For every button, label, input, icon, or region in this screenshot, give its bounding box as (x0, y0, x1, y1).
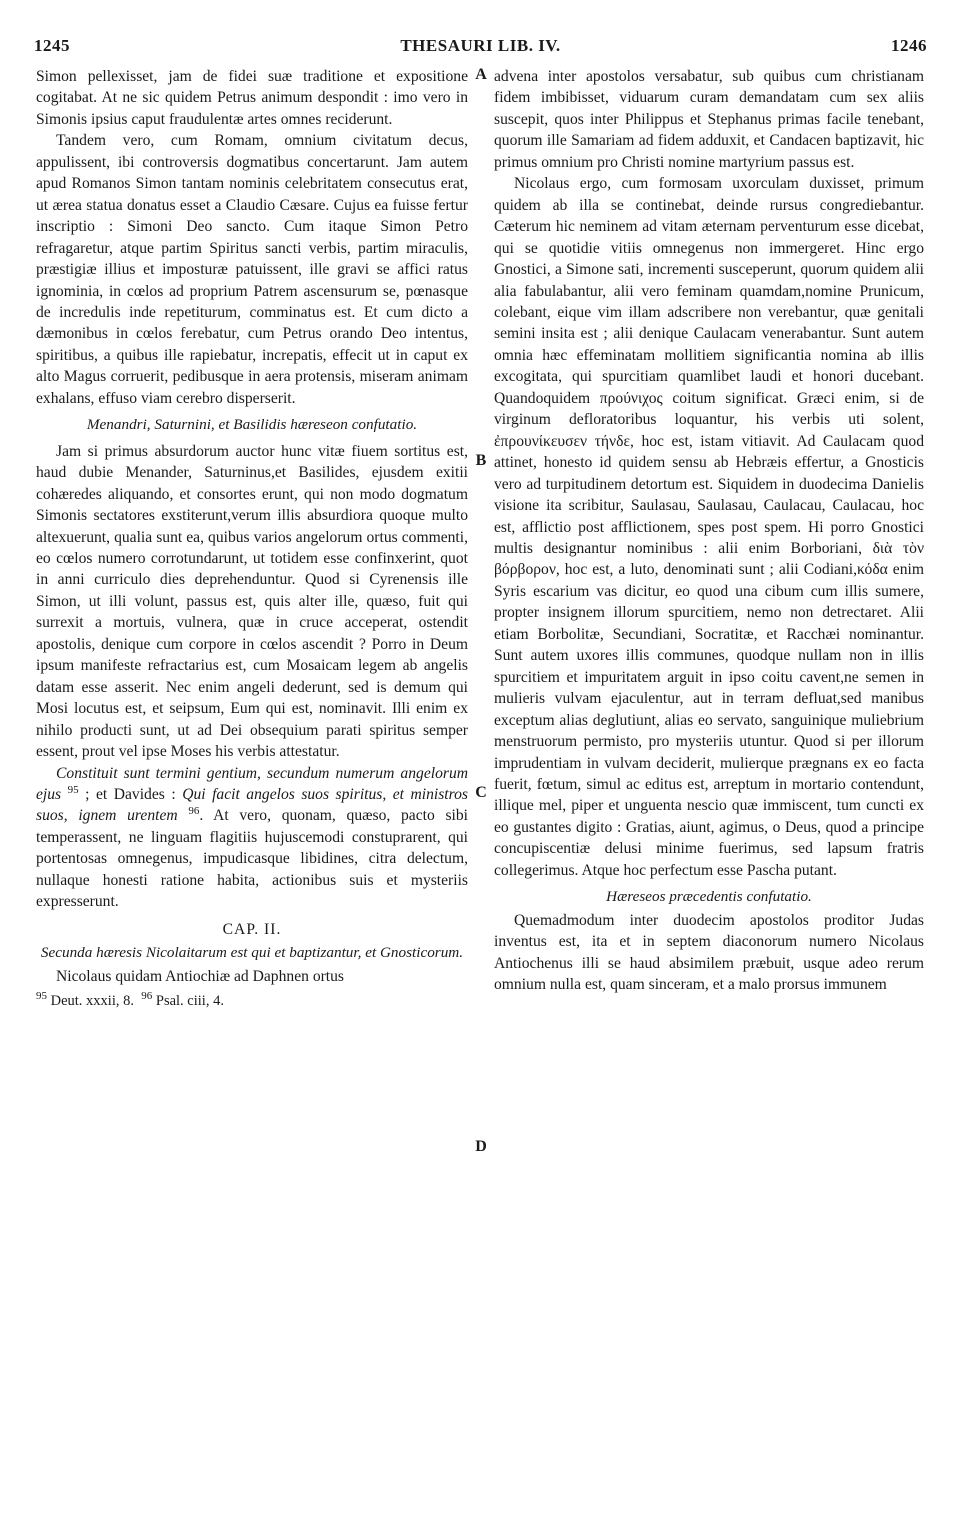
chapter-title: Secunda hæresis Nicolaitarum est qui et baptizantur, et Gnosticorum. (40, 944, 464, 962)
connector-text: ; et Davides : (78, 786, 183, 803)
page-header (34, 36, 927, 66)
footnote-number-96: 96 (141, 990, 153, 1003)
left-paragraph-5: Nicolaus quidam Antiochiæ ad Daphnen ortus (56, 967, 345, 985)
quote-psalm: Qui facit angelos suos spiritus, et ministros suos, ignem urentem (36, 786, 468, 825)
footnotes (36, 991, 468, 1012)
margin-letter-d: D (475, 1138, 487, 1155)
margin-letter-c: C (475, 784, 487, 801)
footnote-ref-95: 95 (67, 783, 79, 796)
footnote-number-95: 95 (36, 990, 47, 1003)
left-column (36, 66, 468, 1013)
right-paragraph-3: Quemadmodum inter duodecim apostolos proditor Judas inventus est, ita et in septem diaconorum numero Nicolaus Antiochenus illi se haud absimilem præbuit, usque adeo rerum omnium nulla est, quam sinceram, et a malo prorsus immunem (494, 911, 924, 994)
left-paragraph-2: Tandem vero, cum Romam, omnium civitatum decus, appulissent, ibi controversis dogmatibus concertarunt. Jam autem apud Romanos Simon tantam nominis celebritatem consecutus erat, ut ærea statua donatus esset a Claudio Cæsare. Cujus ea fuisse fertur inscriptio : Simoni Deo sancto. Cum itaque Simon Petro refragaretur, atque partim Spiritus sancti verbis, partim miraculis, præstigiæ illius et imposturæ patuissent, ille gravi se affici ratus ignominia, in cœlos ad proprium Patrem ascensurum se, pœnasque de incredulis inde repetiturum, comminatus est. Et cum dicto a dæmonibus in cœlos ferebatur, cum Petrus orando Deo intentus, spiritibus, a quibus ille rapiebatur, increpatis, effecit ut in caput ex alto Magus corruerit, pedibusque in aera protensis, miseram animam exhalans, effuso viam cerebro disperserit. (36, 132, 468, 407)
chapter-heading: CAP. II. (222, 920, 282, 938)
left-paragraph-3: Jam si primus absurdorum auctor hunc vitæ fiuem sortitus est, haud dubie Menander, Saturninus,et Basilides, ejusdem exitii cohæredes aliquando, et consortes erunt, qui non modo dogmatum Simonis sectatores exstiterunt,verum illis absurdiora quoque multo altexuerunt, qualia sunt ea, quibus varios angelorum ortus commenti, eo cœlos numero corrotundarunt, ut totidem esse confinxerint, quot in anni curriculo dies deprehenduntur. Quod si Cyrenensis ille Simon, ut illi volunt, passus est, quis alter ille, quæso, fuit qui surrexit a mortuis, vulnera, quæ in cruce acceperat, ostendit apostolis, denique cum corpore in cœlos ascendit ? Porro in Deum ipsum manifeste refractarius est, cum Mosaicam legem ab angelis datam esse asserit. Nec enim angeli dederunt, sed is demum qui Mosi locutus est, et seipsum, Eum qui est, nominavit. Illi enim ex nihilo producti sunt, ut ad Dei obsequium parati spiritus semper essent, prout vel ipse Moses his verbis attestatur. (36, 442, 468, 761)
margin-letter-a: A (475, 66, 487, 83)
left-paragraph-4 (36, 763, 468, 913)
left-page-number: 1245 (34, 36, 70, 55)
section-title-confutatio: Hæreseos præcedentis confutatio. (606, 888, 812, 906)
right-column (494, 66, 924, 996)
running-title: THESAURI LIB. IV. (400, 36, 561, 55)
right-paragraph-1: advena inter apostolos versabatur, sub quibus cum christianam fidem imbibisset, viduarum curam demandatam cum sex aliis suscepit, quos inter Philippus et Stephanus primas facile tenebant, quorum ille Samariam ad fidem adduxit, et Candacen baptizavit, hic primus omnium pro Christi nomine martyrium passus est. (494, 68, 924, 171)
footnote-text-95: Deut. xxxii, 8. (50, 993, 134, 1010)
margin-letter-b: B (475, 452, 487, 469)
left-paragraph-1: Simon pellexisset, jam de fidei suæ traditione et expositione cogitabat. At ne sic quidem Petrus animum despondit : imo vero in Simonis ipsius caput fraudulentæ artes omnes reciderunt. (36, 68, 468, 128)
right-paragraph-2: Nicolaus ergo, cum formosam uxorculam duxisset, primum quidem ab illa se continebat, deinde rursus congrediebantur. Cæterum hic neminem ad vitam æternam perventurum esse dicebat, qui se quotidie vitiis omnegenus non immergeret. Hinc ergo Gnostici, a Simone sati, incrementi susceperunt, quorum quidem alii alia fabulabantur, alii vero feminam quamdam,nomine Prunicum, colebant, eique vim illam adscribere non verebantur, quæ genitali semini insita est ; alii denique Caulacam venerabantur. Sunt autem omnia hæc effeminatam mollitiem significantia nomina ab illis excogitata, qui spurcitiam quamlibet laudi et honori ducebant. Quandoquidem προύνιχος coitum significat. Græci enim, si de virginum defloratoribus loquantur, his verbis uti solent, ἐπρουνίκευσεν τήνδε, hoc est, istam vitiavit. Ad Caulacam quod attinet, honesto id quidem sensu ab Hebræis effertur, a Gnosticis vero ad turpitudinem detortum est. Siquidem in duodecima Danielis visione ita scribitur, Saulasau, Saulasau, Caulacau, Caulacau, hoc est, afflictio post afflictionem, spes post spem. Hi porro Gnostici multis designantur nominibus : alii enim Borboriani, διὰ τὸν βόρβορον, hoc est, a luto, denominati sunt ; alii Codiani,κόδα enim Syris escarium vas dicitur, eo quod una cibum cum illis sumere, propter insignem illorum spurcitiem, nemo non detrectaret. Alii etiam Borbolitæ, Secundiani, Socratitæ, et Racchæi nominantur. Sunt autem uxores illis communes, quodque nullam non in illis spurcitiem et impuritatem arguit in ipso coitu cavent,ne semen in mulieris vulvam ejaculentur, aut in terram defluat,sed manibus exceptum alias deglutiunt, alias eo servato, sanguinique muliebrium menstruorum permisto, pro mysteriis utuntur. Quod si per illorum imprudentiam in vulvam deciderit, mulierque prægnans ex eo facta fuerit, fœtum, simul ac editus est, arreptum in mortario contendunt, illique mel, piper et unguenta nescio quæ immiscent, tum cuncti ex eo gustantes digito : Gratias, aiunt, agimus, o Deus, quod a principe concupiscentiæ delusi minime fuerimus, sed lapsum fratris collegerimus. Atque hoc perfectum esse Pascha putant. (494, 175, 924, 879)
right-page-number: 1246 (891, 36, 927, 55)
footnote-ref-96: 96 (188, 805, 200, 818)
section-title-menander: Menandri, Saturnini, et Basilidis hæreseon confutatio. (86, 416, 418, 434)
left-paragraph-4-rest: . At vero, quonam, quæso, pacto sibi temperassent, ne linguam flagitiis hujuscemodi constuprarent, qui portentosas omnegenus, impudicasque libidines, citra delectum, nullaque honesti ratione habita, actionibus suis et mysteriis expresserunt. (36, 807, 468, 911)
quote-deuteronomy: Constituit sunt termini gentium, secundum numerum angelorum ejus (36, 764, 468, 803)
footnote-text-96: Psal. ciii, 4. (155, 993, 224, 1010)
